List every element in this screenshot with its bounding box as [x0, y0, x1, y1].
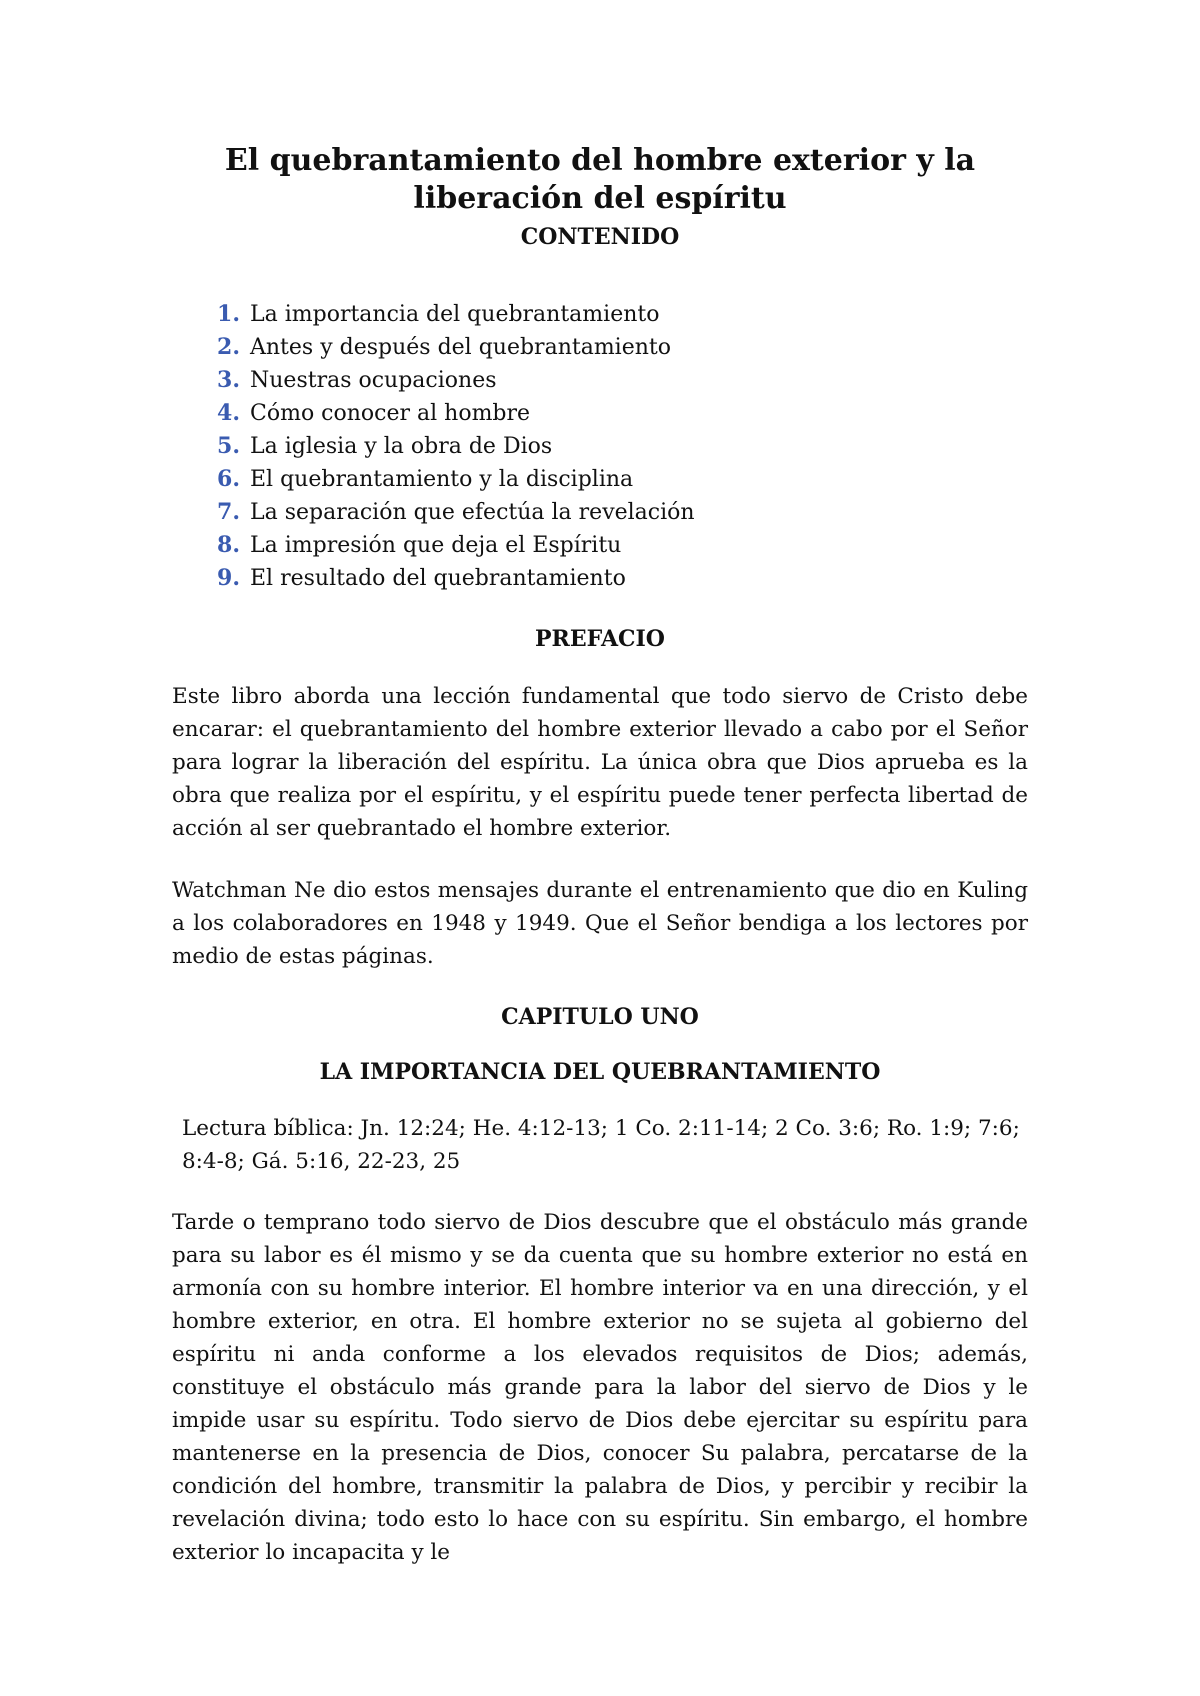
table-of-contents: [202, 298, 695, 595]
preface-heading: PREFACIO: [535, 626, 665, 652]
chapter-title: LA IMPORTANCIA DEL QUEBRANTAMIENTO: [319, 1059, 881, 1085]
toc-item[interactable]: 3. Nuestras ocupaciones: [217, 367, 497, 393]
title-line-1: El quebrantamiento del hombre exterior y la: [224, 143, 976, 178]
toc-item[interactable]: 4. Cómo conocer al hombre: [217, 400, 531, 426]
title-line-2: liberación del espíritu: [413, 181, 787, 216]
toc-item[interactable]: 5. La iglesia y la obra de Dios: [217, 433, 553, 459]
toc-item[interactable]: 9. El resultado del quebrantamiento: [217, 565, 626, 591]
contents-heading: CONTENIDO: [520, 224, 680, 250]
chapter-body-paragraph: Tarde o temprano todo siervo de Dios descubre que el obstáculo más grande para su labor es él mismo y se da cuenta que su hombre exterior no está en armonía con su hombre interior. El hombre interior va en una dirección, y el hombre exterior, en otra. El hombre exterior no se sujeta al gobierno del espíritu ni anda conforme a los elevados requisitos de Dios; además, constituye el obstáculo más grande para la labor del siervo de Dios y le impide usar su espíritu. Todo siervo de Dios debe ejercitar su espíritu para mantenerse en la presencia de Dios, conocer Su palabra, percatarse de la condición del hombre, transmitir la palabra de Dios, y percibir y recibir la revelación divina; todo esto lo hace con su espíritu. Sin embargo, el hombre exterior lo incapacita y le: [172, 1210, 1028, 1565]
document-title: [172, 142, 1028, 218]
preface-paragraph-2: Watchman Ne dio estos mensajes durante el entrenamiento que dio en Kuling a los colaboradores en 1948 y 1949. Que el Señor bendiga a los lectores por medio de estas páginas.: [172, 878, 1028, 969]
preface-paragraph-1: Este libro aborda una lección fundamental que todo siervo de Cristo debe encarar: el quebrantamiento del hombre exterior llevado a cabo por el Señor para lograr la liberación del espíritu. La única obra que Dios aprueba es la obra que realiza por el espíritu, y el espíritu puede tener perfecta libertad de acción al ser quebrantado el hombre exterior.: [172, 684, 1028, 841]
chapter-label: CAPITULO UNO: [501, 1004, 699, 1030]
toc-item[interactable]: 6. El quebrantamiento y la disciplina: [217, 466, 634, 492]
scripture-reading: Lectura bíblica: Jn. 12:24; He. 4:12-13; 1 Co. 2:11-14; 2 Co. 3:6; Ro. 1:9; 7:6; 8:4-8; Gá. 5:16, 22-23, 25: [182, 1116, 1020, 1174]
toc-item[interactable]: 7. La separación que efectúa la revelación: [217, 499, 695, 525]
toc-item[interactable]: 2. Antes y después del quebrantamiento: [217, 334, 671, 360]
toc-item[interactable]: 1. La importancia del quebrantamiento: [217, 301, 660, 327]
toc-item[interactable]: 8. La impresión que deja el Espíritu: [217, 532, 622, 558]
